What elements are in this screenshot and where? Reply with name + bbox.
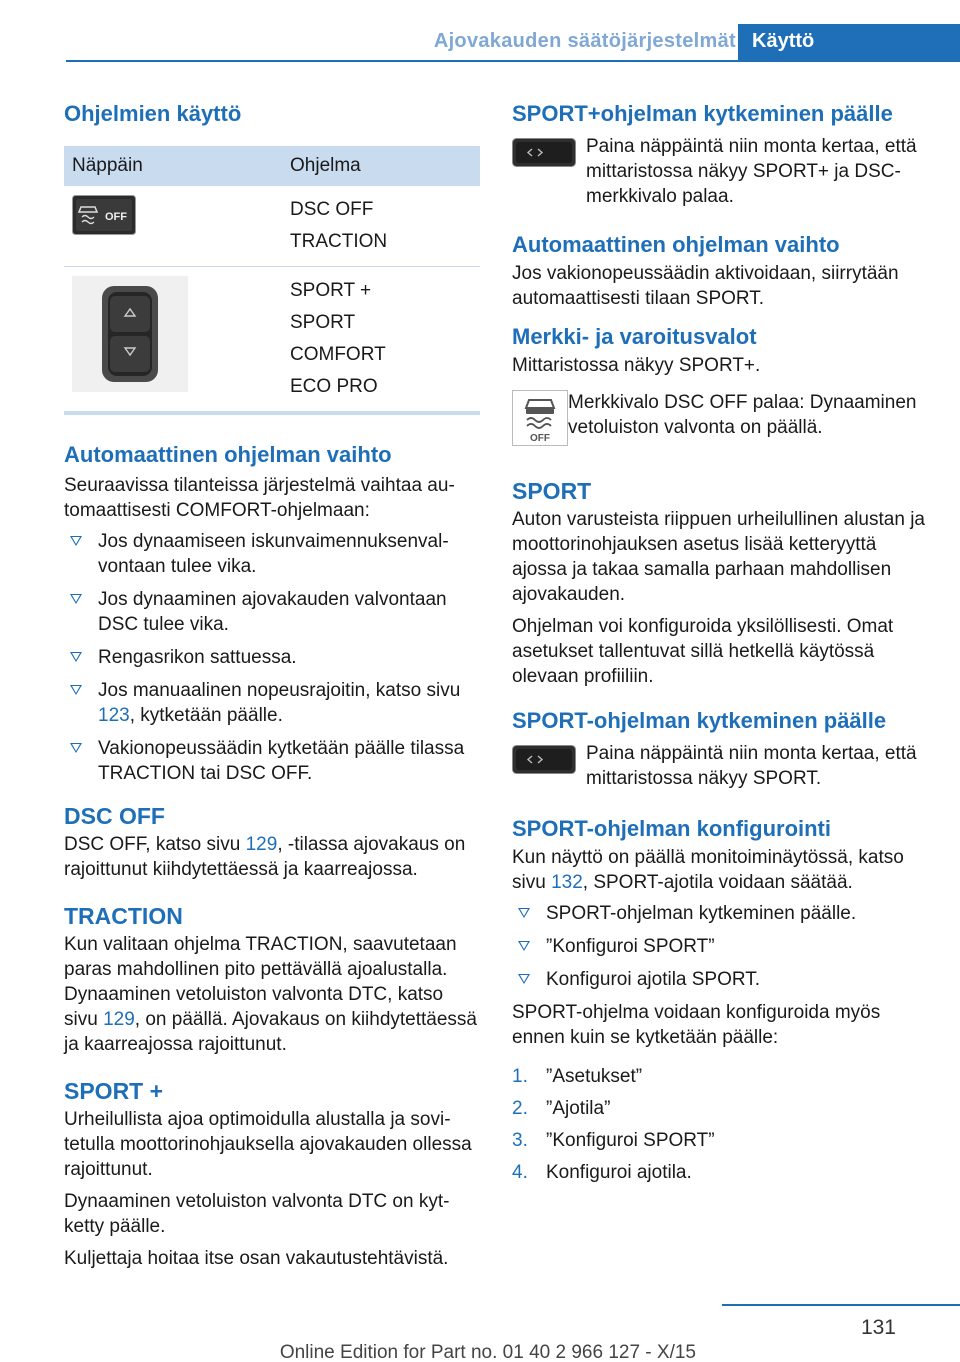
program-item: SPORT — [290, 312, 356, 333]
dsc-off-button-icon — [64, 186, 282, 266]
program-item: COMFORT — [290, 344, 386, 365]
program-item: TRACTION — [290, 231, 388, 252]
list-item: 2. ”Ajotila” — [512, 1098, 611, 1119]
footer-rule — [722, 1304, 960, 1306]
indicator-lights-title: Merkki- ja varoitusvalot — [512, 324, 757, 349]
list-item: Jos manuaalinen nopeusrajoitin, katso sivu 123, kytketään päälle. — [64, 678, 480, 728]
indicator-lights-text: Mittaristossa näkyy SPORT+. — [512, 355, 761, 376]
svg-text:OFF: OFF — [105, 211, 127, 223]
table-row — [64, 267, 480, 411]
table-header — [64, 146, 480, 186]
page-footer — [0, 1300, 960, 1362]
program-table — [64, 146, 480, 415]
bullet-triangle-icon — [70, 536, 82, 546]
dsc-off-title: DSC OFF — [64, 803, 165, 829]
auto-change-title: Automaattinen ohjelman vaihto — [64, 442, 392, 467]
list-item: ”Konfiguroi SPORT” — [512, 934, 930, 959]
mode-button-icon — [512, 741, 586, 791]
page-number: 131 — [860, 1316, 896, 1339]
sport-plus-on-row — [512, 134, 930, 209]
list-item: 3. ”Konfiguroi SPORT” — [512, 1130, 715, 1151]
rocker-switch-icon — [64, 267, 282, 411]
sport-plus-on-text: Paina näppäintä niin monta kertaa, että mittaristossa näkyy SPORT+ ja DSC-merkkivalo palaa. — [586, 136, 917, 207]
configure-steps-list — [512, 1064, 930, 1185]
auto-change-right-text: Jos vakionopeussäädin aktivoidaan, siirrytään automaattisesti tilaan SPORT. — [512, 263, 899, 309]
edition-text: Online Edition for Part no. 01 40 2 966 127 - X/15 — [279, 1342, 696, 1362]
page-link[interactable]: 132 — [551, 872, 583, 893]
sport-plus-text-2: Dynaaminen vetoluiston valvonta DTC on kytketty päälle. — [64, 1191, 450, 1237]
svg-text:OFF: OFF — [530, 433, 550, 444]
sport-plus-text-3: Kuljettaja hoitaa itse osan vakautustehtävistä. — [64, 1248, 449, 1269]
program-item: DSC OFF — [290, 199, 374, 220]
right-column — [512, 100, 930, 1192]
chapter-tab[interactable]: Käyttö — [738, 24, 960, 61]
program-usage-title: Ohjelmien käyttö — [64, 101, 242, 126]
sport-on-row — [512, 741, 930, 791]
dsc-indicator-row — [512, 390, 930, 451]
sport-on-title: SPORT-ohjelman kytkeminen päälle — [512, 708, 887, 733]
sport-title: SPORT — [512, 478, 592, 504]
list-item: Jos dynaaminen ajovakauden valvontaan DSC tulee vika. — [64, 587, 480, 637]
list-item: Konfiguroi ajotila SPORT. — [512, 967, 930, 992]
program-list — [282, 186, 387, 266]
page-header — [0, 0, 960, 62]
sport-configure-text: Kun näyttö on päällä monitoiminäytössä, katso sivu 132, SPORT-ajotila voidaan säätää. — [512, 847, 904, 893]
sport-plus-on-title: SPORT+ohjelman kytkeminen päälle — [512, 101, 893, 126]
sport-plus-title: SPORT + — [64, 1078, 164, 1104]
col-header-key: Näppäin — [72, 155, 143, 176]
page-link[interactable]: 123 — [98, 705, 130, 726]
sport-plus-text-1: Urheilullista ajoa optimoidulla alustalla ja sovitetulla moottorinohjauksella ajovakauden ollessa rajoittunut. — [64, 1109, 472, 1180]
sport-text-2: Ohjelman voi konfiguroida yksilöllisesti. Omat asetukset tallentuvat sillä hetkellä käytössä olevaan profiiliin. — [512, 616, 894, 687]
section-title: Ajovakauden säätöjärjestelmät — [433, 30, 736, 52]
mode-button-icon — [512, 134, 586, 209]
bullet-triangle-icon — [518, 941, 530, 951]
traction-title: TRACTION — [64, 903, 183, 929]
program-item: SPORT + — [290, 280, 372, 301]
page-link[interactable]: 129 — [245, 834, 278, 855]
sport-text-1: Auton varusteista riippuen urheilullinen alustan ja moottorinohjauksen asetus lisää ketteryyttä ajossa ja takaa samalla parhaan mahdollisen ajovakauden. — [512, 509, 925, 605]
traction-text: Kun valitaan ohjelma TRACTION, saavutetaan paras mahdollinen pito pettävällä ajoalustalla. Dynaaminen vetoluiston valvonta DTC, katso sivu 129, on päällä. Ajovakaus on kiihdytettäessä ja kaarreajossa rajoittunut. — [64, 934, 478, 1055]
program-list — [282, 267, 386, 411]
dsc-indicator-text: Merkkivalo DSC OFF palaa: Dynaaminen vetoluiston valvonta on päällä. — [568, 392, 917, 438]
bullet-triangle-icon — [518, 974, 530, 984]
auto-change-right-title: Automaattinen ohjelman vaihto — [512, 232, 840, 257]
auto-change-list — [64, 529, 480, 786]
sport-configure-title: SPORT-ohjelman konfigurointi — [512, 816, 831, 841]
table-row — [64, 186, 480, 267]
list-item: Vakionopeussäädin kytketään päälle tilassa TRACTION tai DSC OFF. — [64, 736, 480, 786]
sport-configure-list — [512, 901, 930, 992]
bullet-triangle-icon — [70, 743, 82, 753]
dsc-off-text: DSC OFF, katso sivu 129, -tilassa ajovakaus on rajoittunut kiihdytettäessä ja kaarreajossa. — [64, 834, 466, 880]
bullet-triangle-icon — [70, 594, 82, 604]
list-item: Rengasrikon sattuessa. — [64, 645, 480, 670]
bullet-triangle-icon — [70, 685, 82, 695]
auto-change-intro: Seuraavissa tilanteissa järjestelmä vaihtaa automaattisesti COMFORT-ohjelmaan: — [64, 475, 455, 521]
program-item: ECO PRO — [290, 376, 378, 397]
sport-on-text: Paina näppäintä niin monta kertaa, että mittaristossa näkyy SPORT. — [586, 743, 917, 789]
sport-configure-text-2: SPORT-ohjelma voidaan konfiguroida myös ennen kuin se kytketään päälle: — [512, 1002, 881, 1048]
header-rule — [66, 60, 960, 62]
bullet-triangle-icon — [518, 908, 530, 918]
page-link[interactable]: 129 — [103, 1009, 135, 1030]
list-item: SPORT-ohjelman kytkeminen päälle. — [512, 901, 930, 926]
list-item: 4. Konfiguroi ajotila. — [512, 1162, 692, 1183]
bullet-triangle-icon — [70, 652, 82, 662]
list-item: 1. ”Asetukset” — [512, 1066, 643, 1087]
list-item: Jos dynaamiseen iskunvaimennuksenvalvontaan tulee vika. — [64, 529, 480, 579]
col-header-program: Ohjelma — [290, 155, 361, 176]
left-column — [64, 100, 480, 1271]
